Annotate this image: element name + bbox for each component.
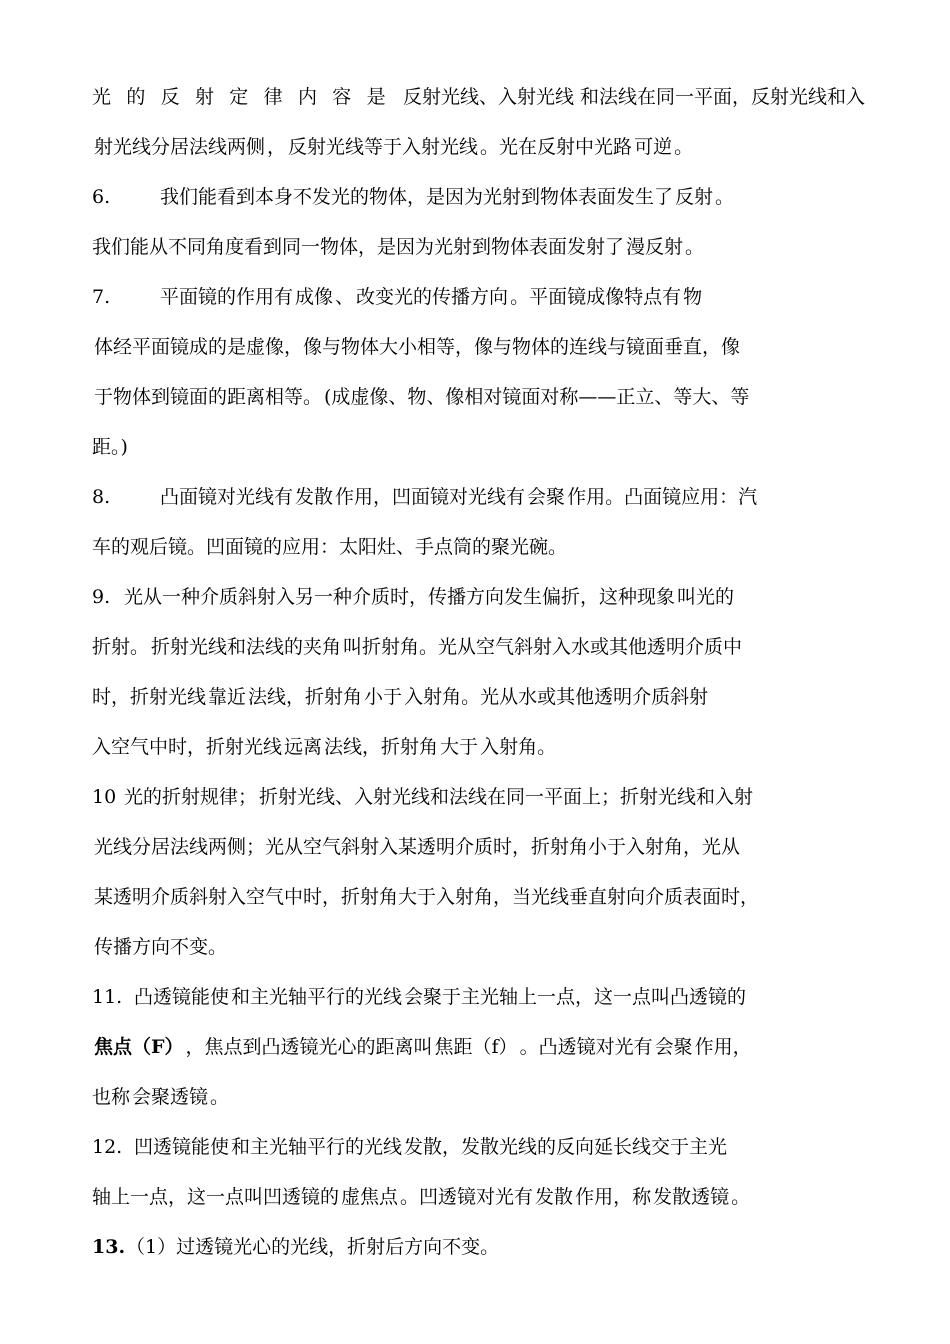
text-line bbox=[92, 385, 867, 410]
answer-blank: 会聚 bbox=[653, 1035, 695, 1060]
answer-blank: 和主光轴平行的光线 bbox=[229, 985, 404, 1010]
answer-blank: 小于 bbox=[362, 685, 404, 710]
text: 叫折射角。光从空气斜射入水或其他透明介质中 bbox=[343, 636, 743, 658]
text: (成虚像、物、像相对镜面对称——正立、等大、等 bbox=[324, 386, 750, 408]
text-line bbox=[92, 335, 867, 360]
answer-blank: 折射光线和法线的夹角 bbox=[149, 635, 343, 660]
answer-blank: 会聚 bbox=[525, 485, 567, 510]
question-12 bbox=[92, 1135, 867, 1160]
answer-blank: 反射 bbox=[673, 185, 715, 210]
text: 作用，凹面镜对光线有 bbox=[335, 486, 526, 508]
question-7 bbox=[92, 285, 867, 310]
text: 会聚于主光轴上一点，这一点叫凸透镜的 bbox=[404, 986, 747, 1008]
answer-blank: 焦距（f） bbox=[433, 1035, 520, 1060]
text-line bbox=[92, 535, 867, 560]
answer-blank: 会聚透镜 bbox=[130, 1085, 210, 1110]
question-10 bbox=[92, 785, 867, 810]
text: 入空气中时，折射光线 bbox=[92, 736, 283, 758]
text: 时，折射光线 bbox=[92, 686, 207, 708]
text: 。凸透镜对光有 bbox=[519, 1036, 653, 1058]
text: 作用。凸面镜应用：汽 bbox=[567, 486, 758, 508]
answer-blank: 体经平面镜成的是虚像，像与物体大小相等，像与物体的连线与镜面垂直，像 bbox=[92, 335, 742, 360]
text: ， bbox=[267, 136, 287, 158]
text: 作用，称 bbox=[575, 1186, 652, 1208]
answer-blank: 光从一种介质斜射入另一种介质时，传播方向发生偏折，这种现象 bbox=[122, 585, 677, 610]
text: 法线，折射角 bbox=[324, 736, 439, 758]
text: 光的折射规律； bbox=[124, 786, 258, 808]
question-number: 12. bbox=[92, 1136, 123, 1158]
answer-blank: 发散 bbox=[293, 485, 335, 510]
text-line bbox=[92, 135, 867, 160]
answer-blank: 改变光的传播方向 bbox=[354, 285, 510, 310]
text: 轴上一点，这一点叫凹透镜的 bbox=[92, 1186, 340, 1208]
answer-blank: 虚焦点 bbox=[339, 1185, 400, 1210]
question-6 bbox=[92, 185, 867, 210]
text: 凸面镜对光线有 bbox=[160, 486, 294, 508]
text: 距。) bbox=[92, 436, 128, 458]
answer-blank: 某透明介质斜射入空气中时，折射角大于入射角，当光线垂直射向介质表面时， bbox=[92, 885, 761, 910]
text-line bbox=[92, 635, 867, 660]
text: 入射角。 bbox=[480, 736, 557, 758]
text-line bbox=[92, 85, 867, 110]
question-number: 13. bbox=[92, 1236, 126, 1258]
text-line bbox=[92, 685, 867, 710]
answer-blank: 反射光线等于入射光线 bbox=[286, 135, 480, 160]
text: 折射。 bbox=[92, 636, 150, 658]
answer-blank: 折射光线、入射光线和法线在同一平面上；折射光线和入射 bbox=[257, 785, 755, 810]
text: 入射角。光从水或其他透明介质斜射 bbox=[404, 686, 709, 708]
text: 叫光的 bbox=[677, 586, 735, 608]
question-13 bbox=[92, 1235, 867, 1260]
question-8 bbox=[92, 485, 867, 510]
answer-blank: 光线分居法线两侧；光从空气斜射入某透明介质时，折射角小于入射角，光从 bbox=[92, 835, 742, 860]
question-11 bbox=[92, 985, 867, 1010]
text: 。 bbox=[715, 186, 735, 208]
text-line bbox=[92, 235, 867, 260]
text: 光的反射定律内容是 bbox=[92, 86, 401, 108]
answer-blank: 传播方向不变。 bbox=[92, 935, 229, 960]
text-line bbox=[92, 1035, 867, 1060]
question-number: 9. bbox=[92, 586, 111, 608]
answer-blank: 漫反射 bbox=[624, 235, 685, 260]
text: 。 bbox=[674, 136, 694, 158]
text: 。平面镜成像特点有 bbox=[510, 286, 682, 308]
text: 。 bbox=[210, 1086, 230, 1108]
text: 。 bbox=[731, 1186, 751, 1208]
text: （1） bbox=[126, 1236, 177, 1258]
text: 我们能看到本身不发光的物体，是因为光射到物体表面发生了 bbox=[160, 186, 674, 208]
text-line bbox=[92, 1185, 867, 1210]
answer-blank: 成像 bbox=[293, 285, 335, 310]
text: 。 bbox=[685, 236, 705, 258]
text: ，焦点到凸透镜光心的距离叫 bbox=[185, 1036, 433, 1058]
text-line bbox=[92, 935, 867, 960]
text: 、 bbox=[335, 286, 355, 308]
answer-blank: 发散 bbox=[533, 1185, 575, 1210]
text: 也称 bbox=[92, 1086, 131, 1108]
question-number: 6. bbox=[92, 186, 111, 208]
question-number: 11. bbox=[92, 986, 123, 1008]
answer-blank: 和主光轴平行的光线 bbox=[229, 1135, 404, 1160]
answer-blank: 靠近 bbox=[206, 685, 248, 710]
answer-blank: 射光线分居法线两侧 bbox=[92, 135, 267, 160]
text: 。凹透镜对光有 bbox=[400, 1186, 534, 1208]
answer-blank: 于物体到镜面的距离相等。 bbox=[92, 385, 324, 410]
text: 凹透镜能使 bbox=[134, 1136, 230, 1158]
answer-blank: 大于 bbox=[438, 735, 480, 760]
text: 发散，发散光线的反向延长线交于主光 bbox=[404, 1136, 728, 1158]
text-line bbox=[92, 835, 867, 860]
text: 车的观后镜。凹面镜的应用：太阳灶、手点筒的聚光碗。 bbox=[92, 536, 568, 558]
text-line bbox=[92, 885, 867, 910]
answer-blank: 远离 bbox=[282, 735, 324, 760]
text: 我们能从不同角度看到同一物体，是因为光射到物体表面发射了 bbox=[92, 236, 625, 258]
text-line bbox=[92, 735, 867, 760]
question-9 bbox=[92, 585, 867, 610]
text-line bbox=[92, 1085, 867, 1110]
answer-blank: 可逆 bbox=[632, 135, 674, 160]
text: 。光在反射中光路 bbox=[480, 136, 633, 158]
question-number: 8. bbox=[92, 486, 111, 508]
question-number: 7. bbox=[92, 286, 111, 308]
answer-blank: 反射光线、入射光线 和法线在同一平面，反射光线和入 bbox=[401, 85, 867, 110]
answer-blank: 发散透镜 bbox=[651, 1185, 731, 1210]
text: 凸透镜能使 bbox=[134, 986, 230, 1008]
answer-blank: 物 bbox=[681, 285, 704, 310]
text: 法线，折射角 bbox=[248, 686, 363, 708]
text: 作用， bbox=[694, 1036, 752, 1058]
answer-blank: 焦点（F） bbox=[92, 1035, 186, 1060]
question-number: 10 bbox=[92, 786, 117, 808]
text-line bbox=[92, 435, 867, 460]
text: 过透镜光心的光线，折射后方向不变。 bbox=[176, 1236, 500, 1258]
text: 平面镜的作用有 bbox=[160, 286, 294, 308]
